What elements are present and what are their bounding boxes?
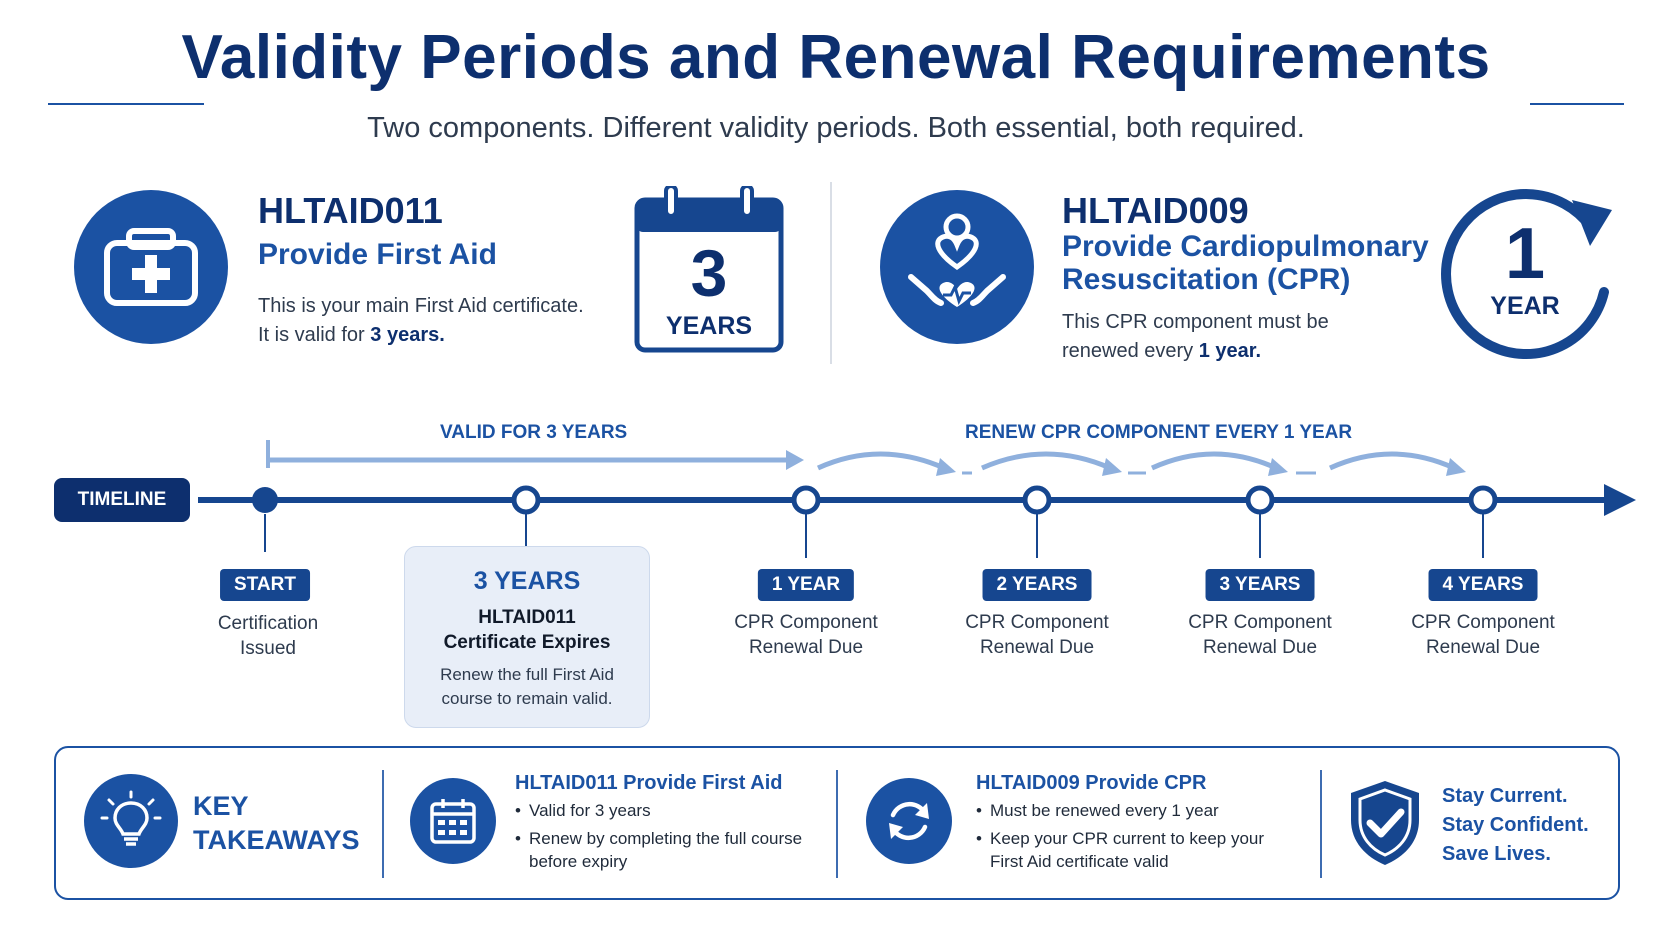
cpr-code: HLTAID009 bbox=[1062, 190, 1249, 231]
renew-span-label: RENEW CPR COMPONENT EVERY 1 YEAR bbox=[965, 422, 1353, 443]
takeaway-cpr-b1-prefix: Must be renewed bbox=[990, 801, 1121, 820]
renewal-caption-line2: Renewal Due bbox=[748, 636, 864, 658]
renewal-caption-line2: Renewal Due bbox=[1202, 636, 1318, 658]
takeaway-cpr-heading: HLTAID009 Provide CPR bbox=[976, 772, 1207, 794]
cpr-desc-line1: This CPR component must be bbox=[1062, 311, 1329, 333]
renewal-arcs bbox=[818, 454, 1454, 468]
expiry-callout bbox=[404, 546, 650, 728]
first-aid-code: HLTAID011 bbox=[258, 190, 443, 231]
renewal-caption bbox=[1160, 611, 1360, 660]
timeline-arrowhead bbox=[1604, 484, 1636, 516]
renewal-arrowheads bbox=[936, 458, 1466, 476]
first-aid-description bbox=[258, 292, 584, 350]
key-takeaways-title-line2: TAKEAWAYS bbox=[193, 824, 360, 855]
refresh-cycle-icon bbox=[866, 778, 952, 864]
cpr-desc-line2 bbox=[1062, 337, 1329, 366]
start-marker bbox=[252, 487, 278, 513]
takeaway-cpr-list bbox=[976, 800, 1296, 874]
takeaway-first-aid-b1-prefix: Valid for bbox=[529, 801, 591, 820]
first-aid-desc-bold: 3 years. bbox=[370, 324, 445, 346]
timeline-badge: TIMELINE bbox=[54, 478, 190, 522]
cpr-badge-unit: YEAR bbox=[1490, 292, 1560, 320]
takeaway-first-aid-list bbox=[515, 800, 835, 874]
slogan-line2: Stay Confident. bbox=[1442, 814, 1589, 836]
takeaway-first-aid-heading: HLTAID011 Provide First Aid bbox=[515, 772, 783, 794]
takeaway-cpr-b1-bold: every 1 year bbox=[1125, 801, 1219, 820]
key-takeaways-title-line1: KEY bbox=[193, 791, 249, 821]
takeaway-cpr-b2-line2: First Aid certificate valid bbox=[990, 851, 1169, 871]
first-aid-kit-icon bbox=[74, 190, 228, 344]
cpr-desc-prefix: renewed every bbox=[1062, 340, 1194, 362]
panel-divider bbox=[1320, 770, 1322, 878]
cpr-desc-bold: 1 year. bbox=[1198, 340, 1262, 362]
cpr-name bbox=[1062, 230, 1429, 296]
takeaway-cpr bbox=[976, 772, 1296, 874]
list-item bbox=[976, 828, 1296, 874]
first-aid-desc-line2 bbox=[258, 321, 584, 350]
first-aid-name: Provide First Aid bbox=[258, 238, 497, 271]
renewal-caption-line1: CPR Component bbox=[1411, 612, 1555, 633]
takeaway-first-aid bbox=[515, 772, 835, 874]
panel-divider bbox=[382, 770, 384, 878]
cpr-badge-number: 1 bbox=[1504, 214, 1546, 294]
first-aid-desc-line1: This is your main First Aid certificate. bbox=[258, 295, 584, 317]
first-aid-badge-number: 3 bbox=[690, 236, 728, 310]
first-aid-badge-unit: YEARS bbox=[665, 312, 753, 340]
expiry-note bbox=[405, 663, 649, 711]
heart-hands-icon bbox=[880, 190, 1034, 344]
page-subtitle: Two components. Different validity periods. Both essential, both required. bbox=[367, 112, 1305, 144]
expiry-note-line2: course to remain valid. bbox=[441, 689, 613, 709]
slogan bbox=[1442, 782, 1589, 869]
renewal-caption-line1: CPR Component bbox=[965, 612, 1109, 633]
title-rule-right bbox=[1530, 103, 1624, 105]
takeaway-first-aid-b2-line2: before expiry bbox=[529, 851, 628, 871]
renewal-caption bbox=[706, 611, 906, 660]
lightbulb-icon bbox=[84, 774, 178, 868]
expiry-heading-line2: Certificate Expires bbox=[443, 631, 611, 653]
takeaway-first-aid-b2-line1: • Renew by completing the full course bbox=[529, 828, 803, 848]
list-item bbox=[976, 800, 1296, 823]
start-caption bbox=[168, 612, 368, 661]
timeline-graphic bbox=[0, 440, 1672, 560]
cpr-name-line1: Provide Cardiopulmonary bbox=[1062, 230, 1429, 263]
takeaway-cpr-b2-line1: • Keep your CPR current to keep your bbox=[990, 828, 1265, 848]
renewal-badge: 3 YEARS bbox=[1206, 569, 1315, 601]
title-rule-left bbox=[48, 103, 204, 105]
cpr-description bbox=[1062, 308, 1329, 366]
renewal-badge: 4 YEARS bbox=[1429, 569, 1538, 601]
panel-divider bbox=[836, 770, 838, 878]
start-caption-line1: Certification bbox=[217, 613, 319, 634]
valid-span-label: VALID FOR 3 YEARS bbox=[440, 422, 628, 443]
list-item bbox=[515, 828, 835, 874]
first-aid-desc-prefix: It is valid for bbox=[258, 324, 365, 346]
slogan-line1: Stay Current. bbox=[1442, 785, 1568, 807]
renewal-caption bbox=[1383, 611, 1583, 660]
page-title: Validity Periods and Renewal Requirements bbox=[181, 23, 1491, 92]
renewal-caption-line1: CPR Component bbox=[734, 612, 878, 633]
one-year-cycle-icon bbox=[1440, 180, 1618, 360]
renewal-caption-line2: Renewal Due bbox=[979, 636, 1095, 658]
shield-check-icon bbox=[1346, 778, 1424, 868]
renewal-caption-line2: Renewal Due bbox=[1425, 636, 1541, 658]
renewal-badge: 1 YEAR bbox=[758, 569, 854, 601]
valid-span-arrowhead bbox=[786, 450, 804, 470]
expiry-heading-line1: HLTAID011 bbox=[478, 607, 576, 628]
list-item bbox=[515, 800, 835, 823]
cpr-name-line2: Resuscitation (CPR) bbox=[1062, 263, 1351, 296]
key-takeaways-title bbox=[193, 790, 360, 858]
renewal-caption bbox=[937, 611, 1137, 660]
component-divider bbox=[830, 182, 832, 364]
takeaway-first-aid-b1-bold: 3 years bbox=[594, 801, 651, 820]
start-badge: START bbox=[220, 569, 310, 601]
expiry-note-line1: Renew the full First Aid bbox=[440, 665, 614, 685]
expiry-heading bbox=[405, 606, 649, 655]
calendar-icon bbox=[410, 778, 496, 864]
start-caption-line2: Issued bbox=[240, 637, 296, 659]
slogan-line3: Save Lives. bbox=[1442, 843, 1551, 865]
three-years-calendar-icon bbox=[634, 186, 784, 354]
expiry-years: 3 YEARS bbox=[473, 567, 581, 595]
renewal-badge: 2 YEARS bbox=[983, 569, 1092, 601]
renewal-caption-line1: CPR Component bbox=[1188, 612, 1332, 633]
